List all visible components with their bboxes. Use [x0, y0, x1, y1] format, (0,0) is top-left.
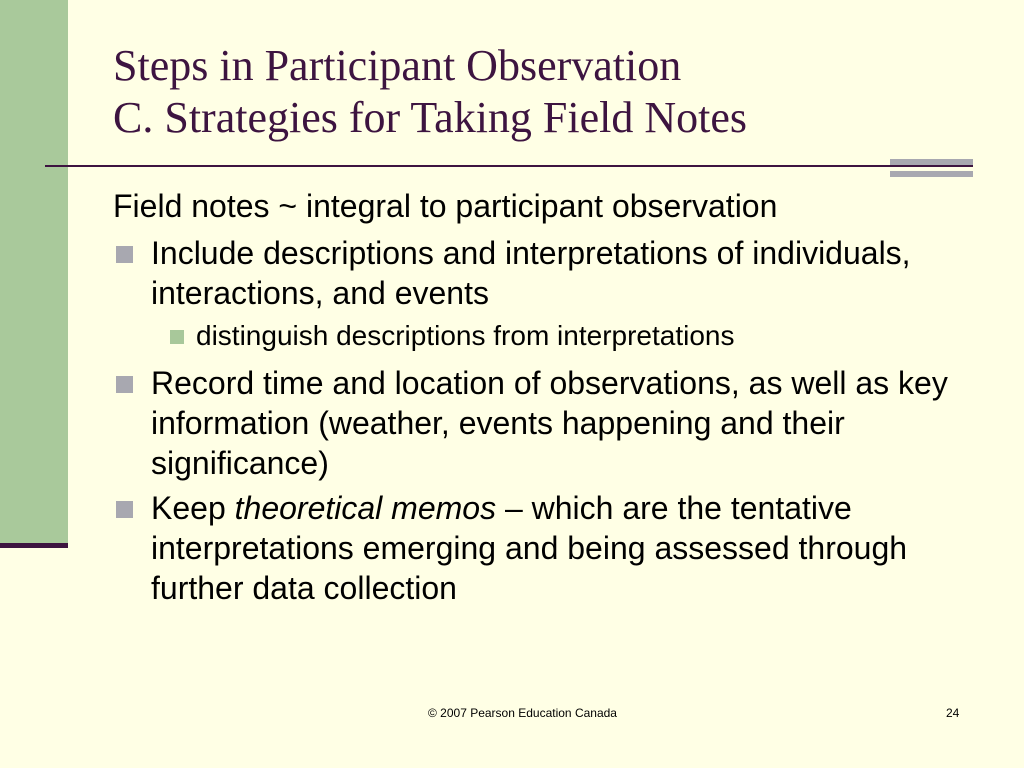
square-bullet-icon — [116, 246, 133, 263]
bullet-item — [113, 363, 973, 483]
emphasis-term: theoretical memos — [234, 490, 497, 526]
square-bullet-icon — [116, 376, 133, 393]
bullet-text: Include descriptions and interpretations of individuals, interactions, and events — [151, 235, 911, 311]
bullet-text-rest: – which are the tentative interpretations emerging and being assessed through further data collection — [151, 490, 908, 606]
bullet-text: Record time and location of observations, as well as key information (weather, events happening and their significance) — [151, 365, 948, 481]
lead-text: Field notes ~ integral to participant observation — [113, 188, 778, 224]
slide-title — [113, 40, 993, 144]
page-number: 24 — [946, 706, 960, 720]
accent-bar-lower — [890, 171, 973, 177]
sub-bullet-item — [113, 318, 973, 354]
bullet-text-lead: Keep — [151, 490, 235, 526]
square-bullet-icon — [170, 330, 184, 344]
footer-copyright: © 2007 Pearson Education Canada — [428, 706, 617, 720]
title-line-2: C. Strategies for Taking Field Notes — [113, 93, 748, 142]
bullet-item — [113, 488, 973, 608]
slide-body — [113, 186, 973, 613]
title-divider-rule — [45, 165, 973, 167]
sub-bullet-text: distinguish descriptions from interpretations — [196, 320, 735, 351]
square-bullet-icon — [116, 501, 133, 518]
left-decorative-band — [0, 0, 68, 544]
left-divider-rule — [0, 543, 68, 548]
bullet-item — [113, 233, 973, 313]
accent-bar-upper — [890, 159, 973, 165]
title-line-1: Steps in Participant Observation — [113, 41, 682, 90]
